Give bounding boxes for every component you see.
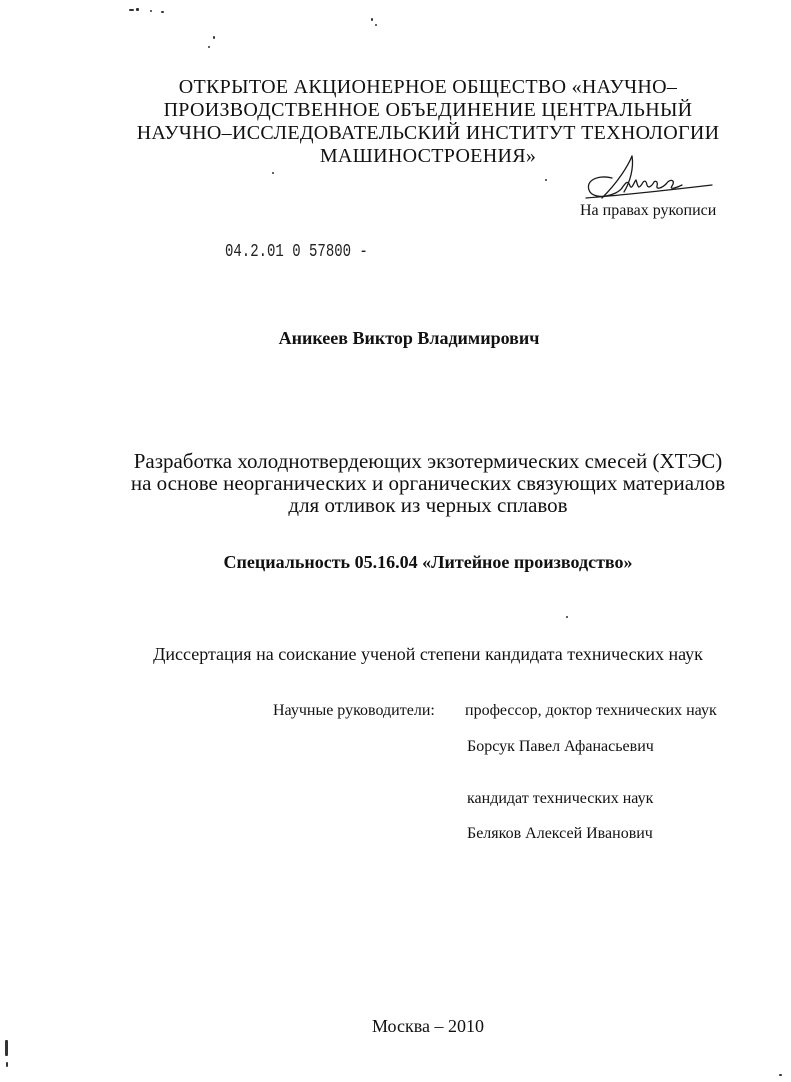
organization-line: ОТКРЫТОЕ АКЦИОНЕРНОЕ ОБЩЕСТВО «НАУЧНО– bbox=[178, 76, 678, 98]
scan-speck bbox=[213, 36, 215, 39]
scan-speck bbox=[272, 172, 274, 174]
registry-number: 04.2.01 0 57800 - bbox=[225, 241, 368, 263]
title-line: на основе неорганических и органических связующих материалов bbox=[130, 471, 726, 495]
place-and-year: Москва – 2010 bbox=[372, 1016, 484, 1036]
author-name: Аникеев Виктор Владимирович bbox=[278, 328, 540, 348]
supervisors-label: Научные руководители: bbox=[273, 702, 435, 719]
manuscript-rights-label: На правах рукописи bbox=[580, 202, 717, 219]
degree-statement: Диссертация на соискание ученой степени кандидата технических наук bbox=[153, 644, 703, 664]
scan-speck bbox=[6, 1062, 8, 1067]
dissertation-title bbox=[131, 450, 725, 516]
organization-line: МАШИНОСТРОЕНИЯ» bbox=[319, 145, 537, 167]
scan-speck bbox=[375, 24, 377, 26]
scan-speck bbox=[5, 1040, 8, 1056]
supervisor-name: Борсук Павел Афанасьевич bbox=[467, 738, 654, 755]
scan-speck bbox=[371, 18, 373, 21]
scan-speck bbox=[150, 10, 152, 12]
organization-line: НАУЧНО–ИССЛЕДОВАТЕЛЬСКИЙ ИНСТИТУТ ТЕХНОЛОГИИ bbox=[136, 122, 720, 144]
title-line: Разработка холоднотвердеющих экзотермических смесей (ХТЭС) bbox=[133, 449, 723, 473]
supervisor-title: профессор, доктор технических наук bbox=[465, 702, 717, 719]
scan-speck bbox=[545, 179, 547, 181]
scan-speck bbox=[129, 9, 134, 11]
specialty: Специальность 05.16.04 «Литейное производство» bbox=[223, 552, 633, 572]
scan-speck bbox=[136, 8, 139, 11]
supervisor-name: Беляков Алексей Иванович bbox=[467, 825, 653, 842]
organization-line: ПРОИЗВОДСТВЕННОЕ ОБЪЕДИНЕНИЕ ЦЕНТРАЛЬНЫЙ bbox=[163, 99, 693, 121]
scan-speck bbox=[566, 616, 568, 618]
scan-speck bbox=[208, 46, 210, 48]
scan-speck bbox=[161, 11, 164, 13]
scan-speck bbox=[779, 1074, 782, 1076]
supervisor-title: кандидат технических наук bbox=[467, 790, 654, 807]
title-line: для отливок из черных сплавов bbox=[288, 493, 568, 517]
